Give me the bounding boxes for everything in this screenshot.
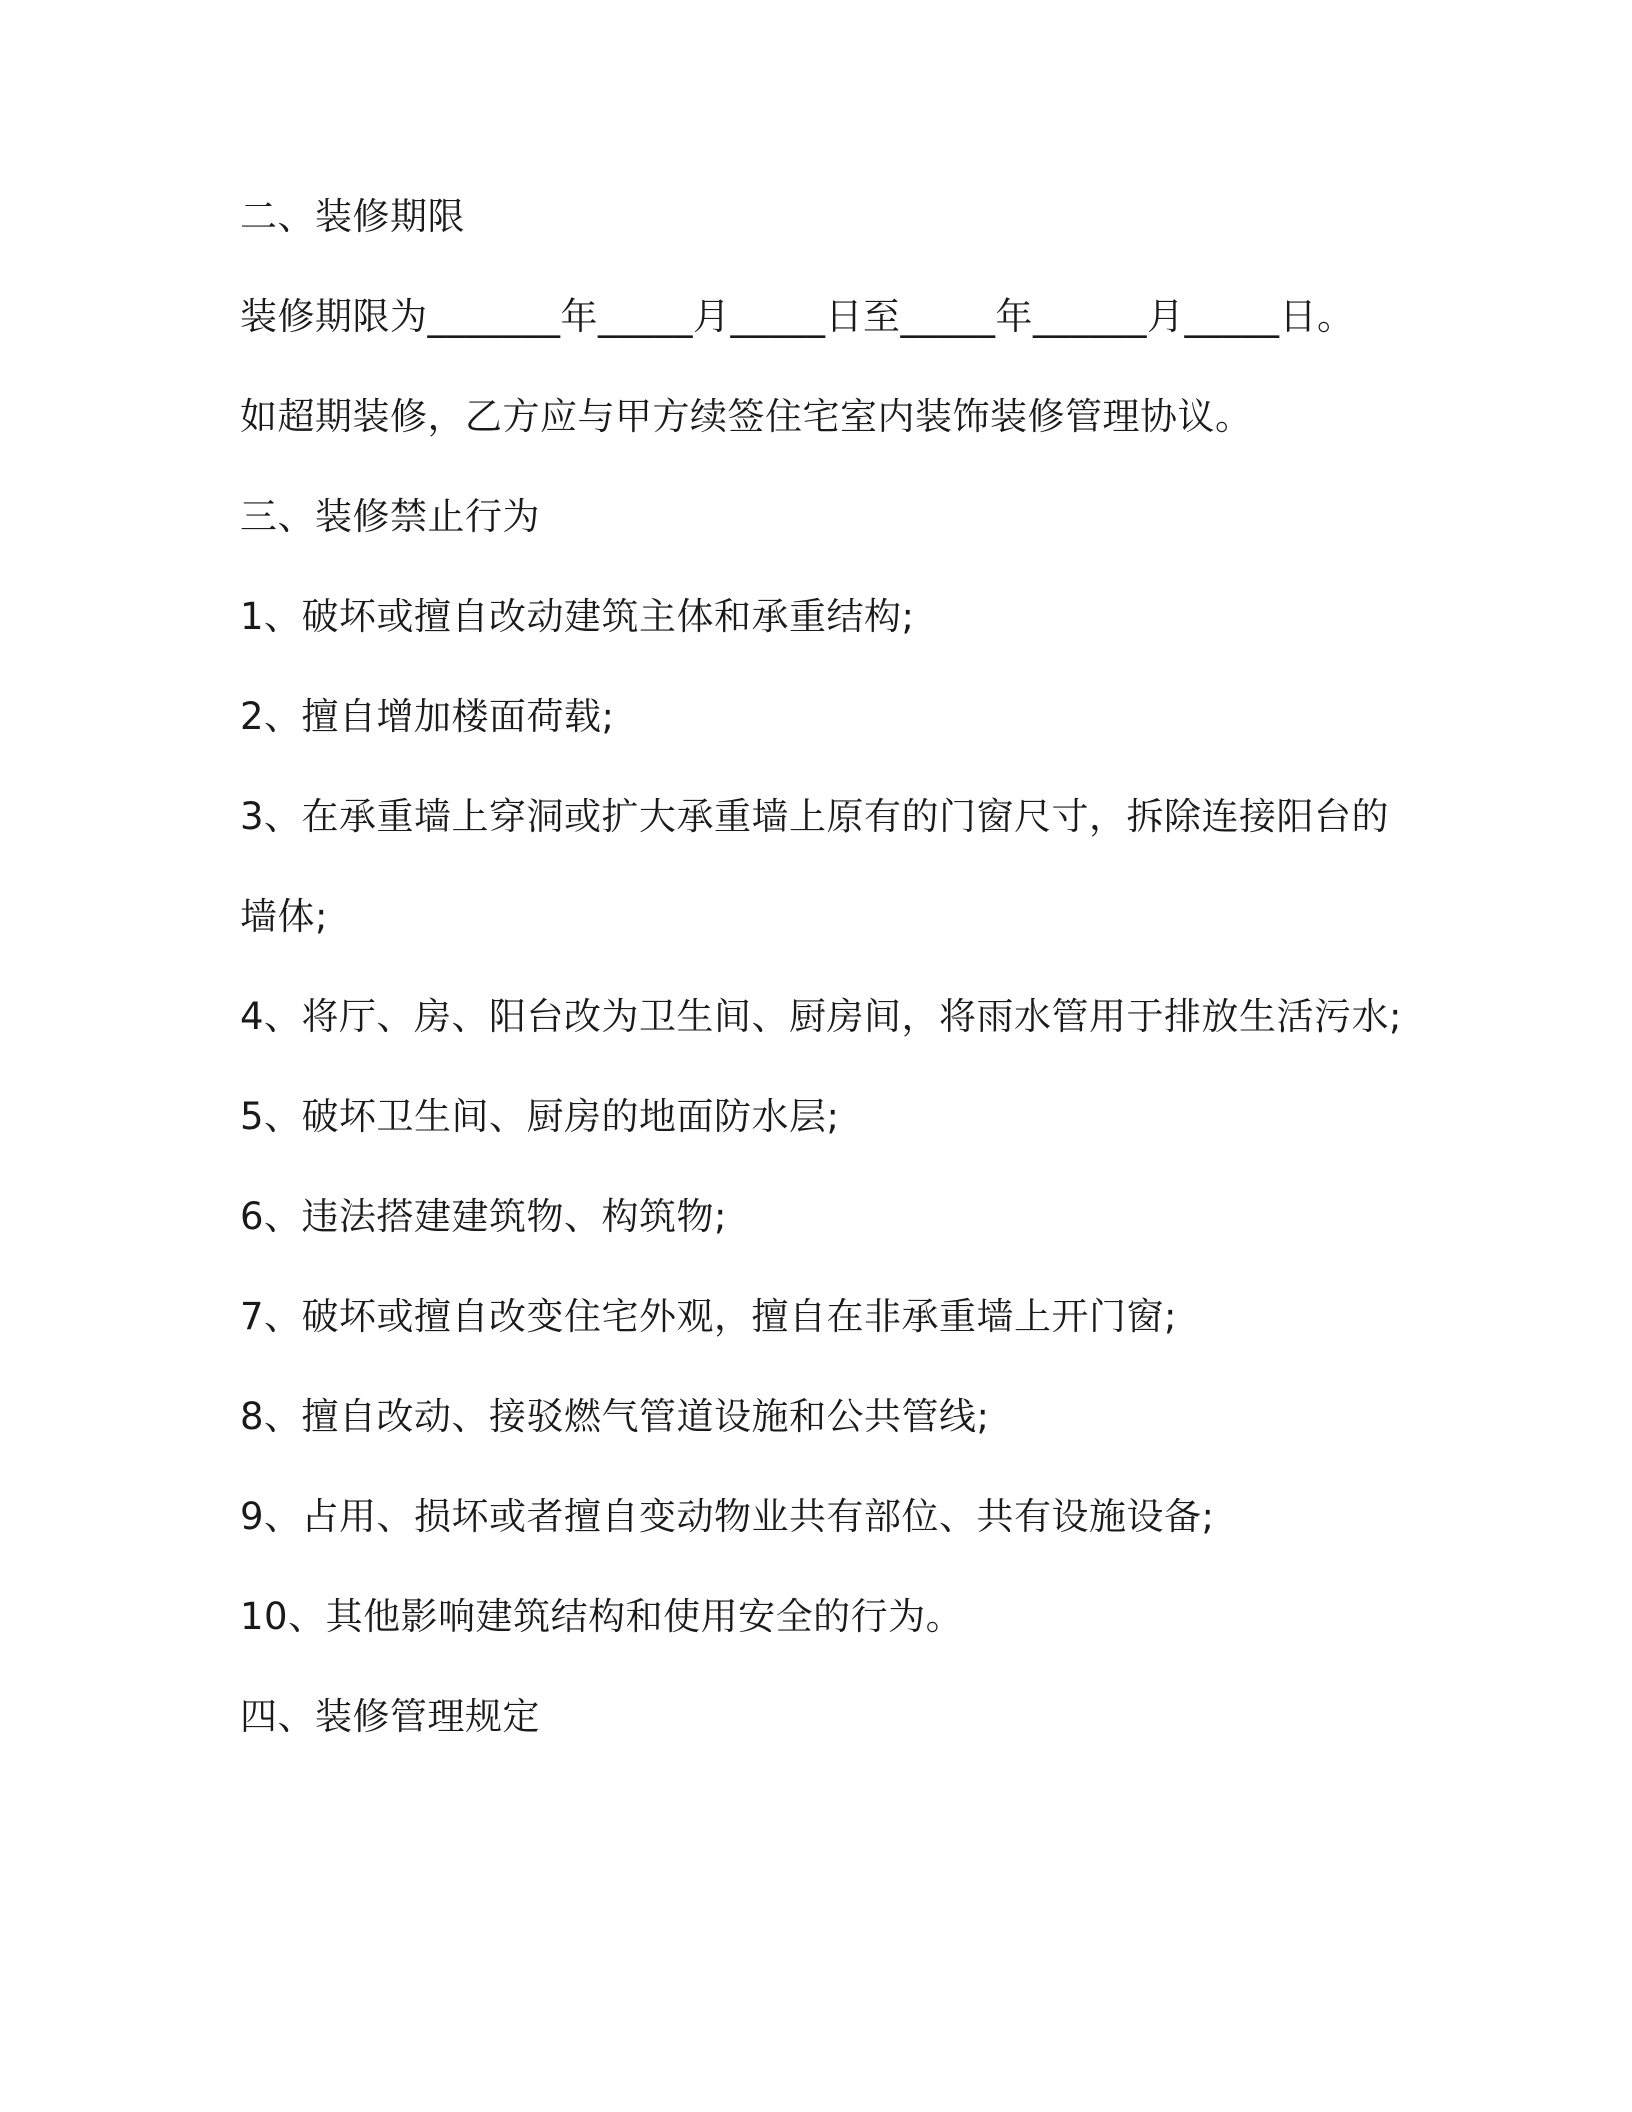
section-heading-management-rules: 四、装修管理规定 <box>240 1695 540 1738</box>
list-item-3: 3、在承重墙上穿洞或扩大承重墙上原有的门窗尺寸，拆除连接阳台的 <box>240 795 1390 838</box>
list-item-6: 6、违法搭建建筑物、构筑物; <box>240 1195 728 1238</box>
list-item-8: 8、擅自改动、接驳燃气管道设施和公共管线; <box>240 1395 990 1438</box>
section-heading-prohibited-acts: 三、装修禁止行为 <box>240 495 540 538</box>
list-item-1: 1、破坏或擅自改动建筑主体和承重结构; <box>240 595 915 638</box>
paragraph-period-dates: 装修期限为_______年_____月_____日至_____年______月_____日。 <box>240 295 1355 338</box>
list-item-4: 4、将厅、房、阳台改为卫生间、厨房间，将雨水管用于排放生活污水; <box>240 995 1403 1038</box>
list-item-5: 5、破坏卫生间、厨房的地面防水层; <box>240 1095 840 1138</box>
list-item-10: 10、其他影响建筑结构和使用安全的行为。 <box>240 1595 964 1638</box>
list-item-9: 9、占用、损坏或者擅自变动物业共有部位、共有设施设备; <box>240 1495 1215 1538</box>
list-item-7: 7、破坏或擅自改变住宅外观，擅自在非承重墙上开门窗; <box>240 1295 1178 1338</box>
section-heading-decoration-period: 二、装修期限 <box>240 195 465 238</box>
list-item-2: 2、擅自增加楼面荷载; <box>240 695 615 738</box>
list-item-3-continued: 墙体; <box>240 895 328 938</box>
paragraph-overdue: 如超期装修，乙方应与甲方续签住宅室内装饰装修管理协议。 <box>240 395 1253 438</box>
